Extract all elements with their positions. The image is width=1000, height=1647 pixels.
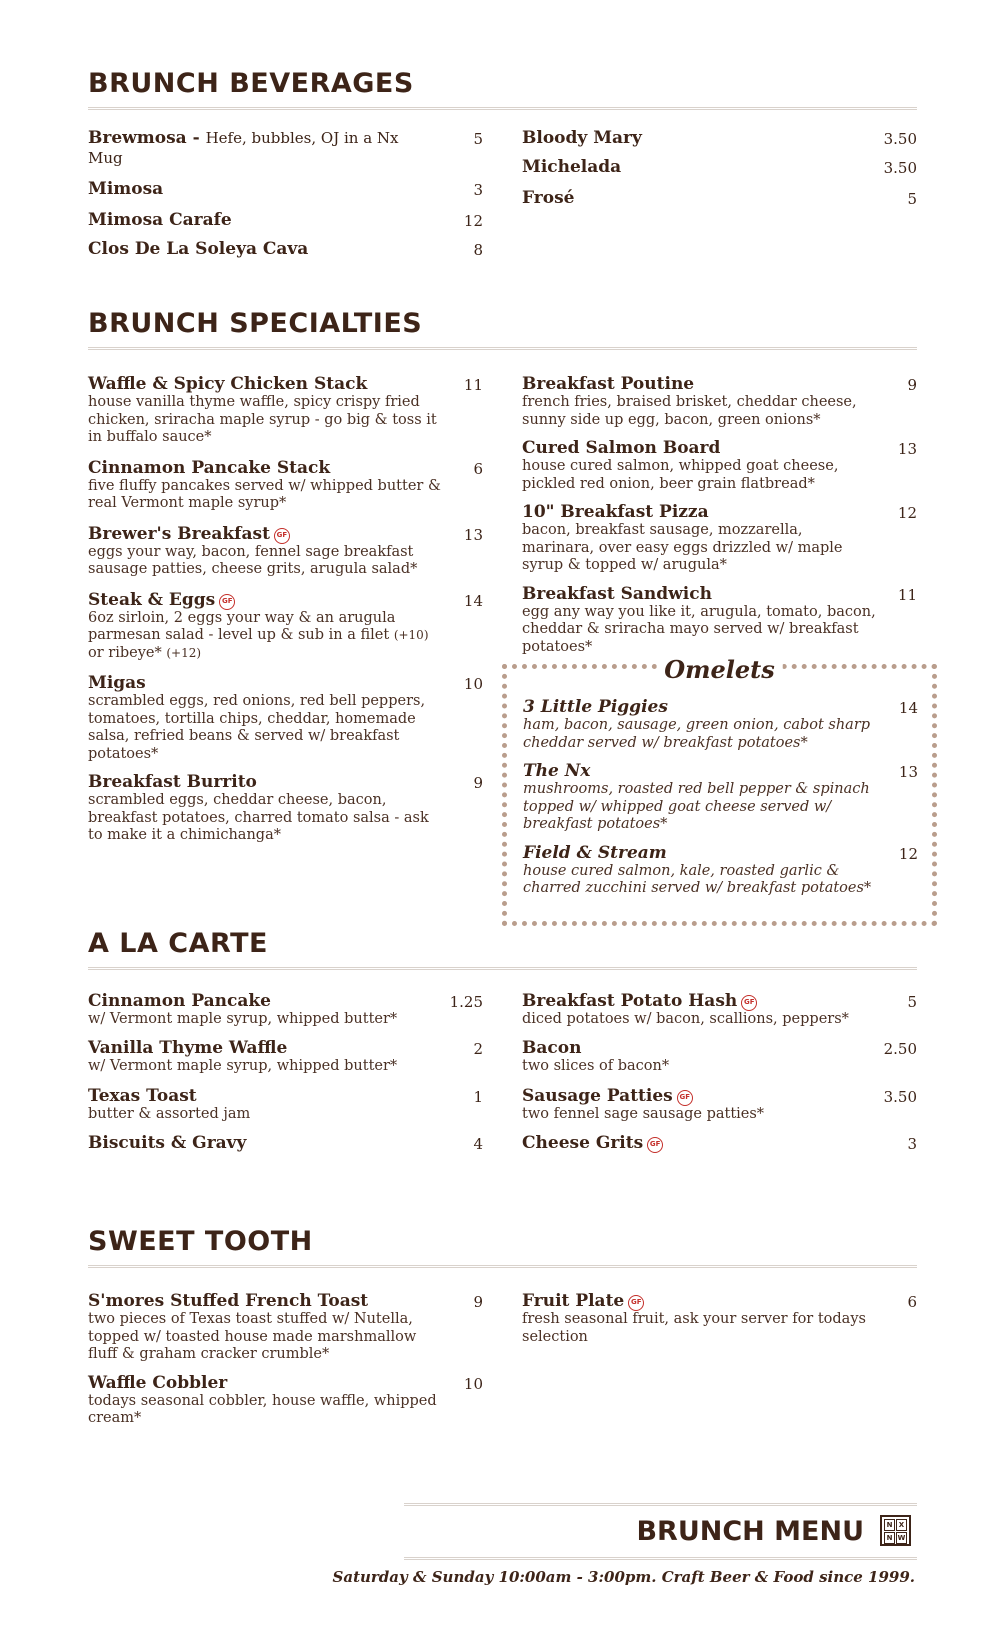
item-price: 6 bbox=[907, 1293, 917, 1311]
menu-item bbox=[522, 128, 917, 148]
item-price: 3.50 bbox=[883, 130, 917, 148]
item-name: Waffle & Spicy Chicken Stack bbox=[88, 374, 368, 394]
item-name: Steak & Eggs bbox=[88, 589, 216, 610]
item-price: 2.50 bbox=[883, 1039, 917, 1058]
menu-item bbox=[88, 179, 483, 199]
item-price: 10 bbox=[463, 675, 483, 693]
gluten-free-icon: GF bbox=[628, 1295, 644, 1311]
item-description: two slices of bacon* bbox=[522, 1057, 670, 1074]
menu-item bbox=[523, 843, 918, 898]
menu-item bbox=[88, 1086, 483, 1124]
item-description: w/ Vermont maple syrup, whipped butter* bbox=[88, 1011, 398, 1027]
menu-item bbox=[522, 188, 917, 208]
menu-item bbox=[88, 1373, 483, 1428]
item-price: 9 bbox=[907, 376, 917, 394]
item-name: Cinnamon Pancake bbox=[88, 991, 271, 1011]
item-description: todays seasonal cobbler, house waffle, whipped cream* bbox=[88, 1392, 437, 1426]
gluten-free-icon: GF bbox=[274, 528, 290, 544]
item-inline-description: Hefe, bubbles, OJ in a Nx Mug bbox=[88, 129, 399, 167]
menu-item bbox=[88, 1038, 483, 1076]
item-price: 11 bbox=[463, 376, 483, 394]
item-price: 3.50 bbox=[883, 1088, 917, 1106]
item-description: scrambled eggs, red onions, red bell peppers, tomatoes, tortilla chips, cheddar, homemade salsa, refried beans & served w/ breakfast potatoes* bbox=[88, 693, 426, 762]
omelets-title: Omelets bbox=[656, 655, 783, 684]
alacarte-left-column bbox=[88, 991, 483, 1161]
item-name: Mimosa Carafe bbox=[88, 210, 232, 230]
item-name: Breakfast Sandwich bbox=[522, 583, 712, 604]
item-description: house cured salmon, whipped goat cheese, pickled red onion, beer grain flatbread* bbox=[522, 458, 839, 492]
item-description: five fluffy pancakes served w/ whipped butter & real Vermont maple syrup* bbox=[88, 477, 441, 511]
omelets-box bbox=[502, 655, 937, 926]
menu-item bbox=[522, 438, 917, 493]
item-price: 1.25 bbox=[449, 993, 483, 1011]
menu-item bbox=[523, 761, 918, 834]
item-name: 10" Breakfast Pizza bbox=[522, 502, 709, 522]
nxnw-logo-icon: N X N W bbox=[880, 1515, 911, 1546]
menu-item bbox=[522, 1291, 917, 1346]
menu-item bbox=[88, 374, 483, 447]
item-price: 5 bbox=[907, 993, 917, 1011]
item-description: egg any way you like it, arugula, tomato, bacon, cheddar & sriracha mayo served w/ breakfast potatoes* bbox=[522, 603, 876, 655]
item-price: 1 bbox=[473, 1088, 483, 1106]
item-description: french fries, braised brisket, cheddar cheese, sunny side up egg, bacon, green onions* bbox=[522, 394, 857, 428]
item-price: 9 bbox=[473, 774, 483, 792]
item-description: w/ Vermont maple syrup, whipped butter* bbox=[88, 1057, 398, 1074]
item-name: Brewer's Breakfast bbox=[88, 523, 270, 544]
item-name: Field & Stream bbox=[523, 842, 667, 863]
item-name: The Nx bbox=[523, 761, 591, 781]
item-description: eggs your way, bacon, fennel sage breakfast sausage patties, cheese grits, arugula salad* bbox=[88, 543, 418, 577]
specialties-right-column bbox=[522, 374, 917, 664]
footer-tagline: Saturday & Sunday 10:00am - 3:00pm. Craft Beer & Food since 1999. bbox=[332, 1568, 915, 1586]
menu-item bbox=[523, 697, 918, 752]
item-description: two pieces of Texas toast stuffed w/ Nutella, topped w/ toasted house made marshmallow fluff & graham cracker crumble* bbox=[88, 1311, 417, 1362]
item-description: scrambled eggs, cheddar cheese, bacon, breakfast potatoes, charred tomato salsa - ask to make it a chimichanga* bbox=[88, 792, 429, 843]
item-price: 3.50 bbox=[883, 159, 917, 177]
item-name: Cured Salmon Board bbox=[522, 438, 721, 458]
menu-item bbox=[522, 157, 917, 177]
item-name: Breakfast Burrito bbox=[88, 772, 257, 792]
item-price: 11 bbox=[897, 585, 917, 604]
item-name: Texas Toast bbox=[88, 1086, 197, 1106]
sweet-right-column bbox=[522, 1291, 917, 1354]
sweet-left-column bbox=[88, 1291, 483, 1436]
item-name: Breakfast Potato Hash bbox=[522, 991, 738, 1011]
section-title-sweet-tooth: SWEET TOOTH bbox=[88, 1226, 917, 1268]
item-description: ham, bacon, sausage, green onion, cabot sharp cheddar served w/ breakfast potatoes* bbox=[523, 717, 871, 751]
item-description: house vanilla thyme waffle, spicy crispy fried chicken, sriracha maple syrup - go big & toss it in buffalo sauce* bbox=[88, 394, 437, 445]
item-price: 9 bbox=[473, 1293, 483, 1311]
menu-item bbox=[88, 524, 483, 579]
item-name: Waffle Cobbler bbox=[88, 1372, 228, 1393]
section-title-specialties: BRUNCH SPECIALTIES bbox=[88, 308, 917, 350]
menu-item bbox=[88, 772, 483, 845]
specialties-left-column bbox=[88, 374, 483, 853]
item-name: S'mores Stuffed French Toast bbox=[88, 1291, 369, 1311]
item-price: 13 bbox=[897, 440, 917, 458]
item-name: 3 Little Piggies bbox=[523, 697, 668, 717]
item-description: 6oz sirloin, 2 eggs your way & an arugula parmesan salad - level up & sub in a filet (+10) or ribeye* (+12) bbox=[88, 609, 429, 661]
item-name: Frosé bbox=[522, 188, 575, 208]
item-name: Bloody Mary bbox=[522, 128, 642, 148]
menu-item bbox=[88, 590, 483, 663]
item-price: 13 bbox=[463, 525, 483, 544]
item-name: Breakfast Poutine bbox=[522, 374, 695, 394]
item-name: Biscuits & Gravy bbox=[88, 1132, 247, 1153]
item-price: 14 bbox=[898, 699, 918, 717]
menu-item bbox=[522, 1133, 917, 1153]
item-name: Bacon bbox=[522, 1037, 582, 1058]
menu-item bbox=[522, 991, 917, 1029]
section-title-beverages: BRUNCH BEVERAGES bbox=[88, 68, 917, 110]
item-name: Cheese Grits bbox=[522, 1132, 644, 1153]
gluten-free-icon: GF bbox=[741, 995, 757, 1011]
menu-item bbox=[522, 1086, 917, 1124]
item-description: diced potatoes w/ bacon, scallions, peppers* bbox=[522, 1011, 849, 1027]
item-price: 2 bbox=[473, 1039, 483, 1058]
beverages-left-column bbox=[88, 128, 483, 267]
item-price: 3 bbox=[907, 1134, 917, 1153]
menu-item bbox=[522, 584, 917, 657]
item-name: Michelada bbox=[522, 157, 622, 177]
item-price: 10 bbox=[463, 1374, 483, 1393]
gluten-free-icon: GF bbox=[677, 1090, 693, 1106]
item-name: Clos De La Soleya Cava bbox=[88, 239, 309, 259]
item-price: 3 bbox=[473, 181, 483, 199]
footer-title: BRUNCH MENU bbox=[636, 1516, 864, 1547]
menu-item bbox=[88, 210, 483, 230]
item-price: 12 bbox=[898, 844, 918, 863]
gluten-free-icon: GF bbox=[219, 594, 235, 610]
upcharge: (+10) bbox=[393, 628, 429, 642]
alacarte-right-column bbox=[522, 991, 917, 1161]
item-description: fresh seasonal fruit, ask your server for todays selection bbox=[522, 1311, 866, 1345]
menu-item bbox=[522, 1038, 917, 1076]
item-description: two fennel sage sausage patties* bbox=[522, 1106, 765, 1122]
beverages-right-column bbox=[522, 128, 917, 216]
gluten-free-icon: GF bbox=[647, 1137, 663, 1153]
menu-item bbox=[88, 239, 483, 259]
menu-item bbox=[522, 374, 917, 429]
menu-item bbox=[88, 1133, 483, 1153]
item-price: 8 bbox=[473, 241, 483, 259]
menu-item bbox=[88, 673, 483, 763]
footer-top-rule bbox=[404, 1503, 917, 1506]
menu-item bbox=[88, 458, 483, 513]
item-name: Mimosa bbox=[88, 179, 164, 199]
footer-bottom-rule bbox=[404, 1557, 917, 1560]
item-price: 12 bbox=[897, 504, 917, 522]
item-description: mushrooms, roasted red bell pepper & spinach topped w/ whipped goat cheese served w/ breakfast potatoes* bbox=[523, 781, 870, 832]
item-price: 4 bbox=[473, 1134, 483, 1153]
item-description: house cured salmon, kale, roasted garlic & charred zucchini served w/ breakfast potatoes* bbox=[523, 862, 872, 896]
item-name: Vanilla Thyme Waffle bbox=[88, 1037, 288, 1058]
section-title-alacarte: A LA CARTE bbox=[88, 928, 917, 970]
menu-item bbox=[88, 1291, 483, 1364]
item-price: 12 bbox=[463, 212, 483, 230]
menu-item bbox=[522, 502, 917, 575]
item-name: Migas bbox=[88, 673, 146, 693]
item-price: 5 bbox=[907, 190, 917, 208]
menu-item bbox=[88, 128, 483, 168]
item-name: Cinnamon Pancake Stack bbox=[88, 457, 331, 478]
upcharge: (+12) bbox=[166, 645, 202, 660]
item-price: 6 bbox=[473, 459, 483, 478]
item-price: 14 bbox=[463, 591, 483, 610]
item-price: 5 bbox=[473, 130, 483, 148]
item-name: Sausage Patties bbox=[522, 1086, 673, 1106]
item-price: 13 bbox=[898, 763, 918, 781]
item-description: bacon, breakfast sausage, mozzarella, marinara, over easy eggs drizzled w/ maple syrup & topped w/ arugula* bbox=[522, 522, 843, 573]
item-name: Fruit Plate bbox=[522, 1291, 625, 1311]
item-name: Brewmosa - bbox=[88, 128, 206, 148]
menu-item bbox=[88, 991, 483, 1029]
item-description: butter & assorted jam bbox=[88, 1106, 251, 1122]
